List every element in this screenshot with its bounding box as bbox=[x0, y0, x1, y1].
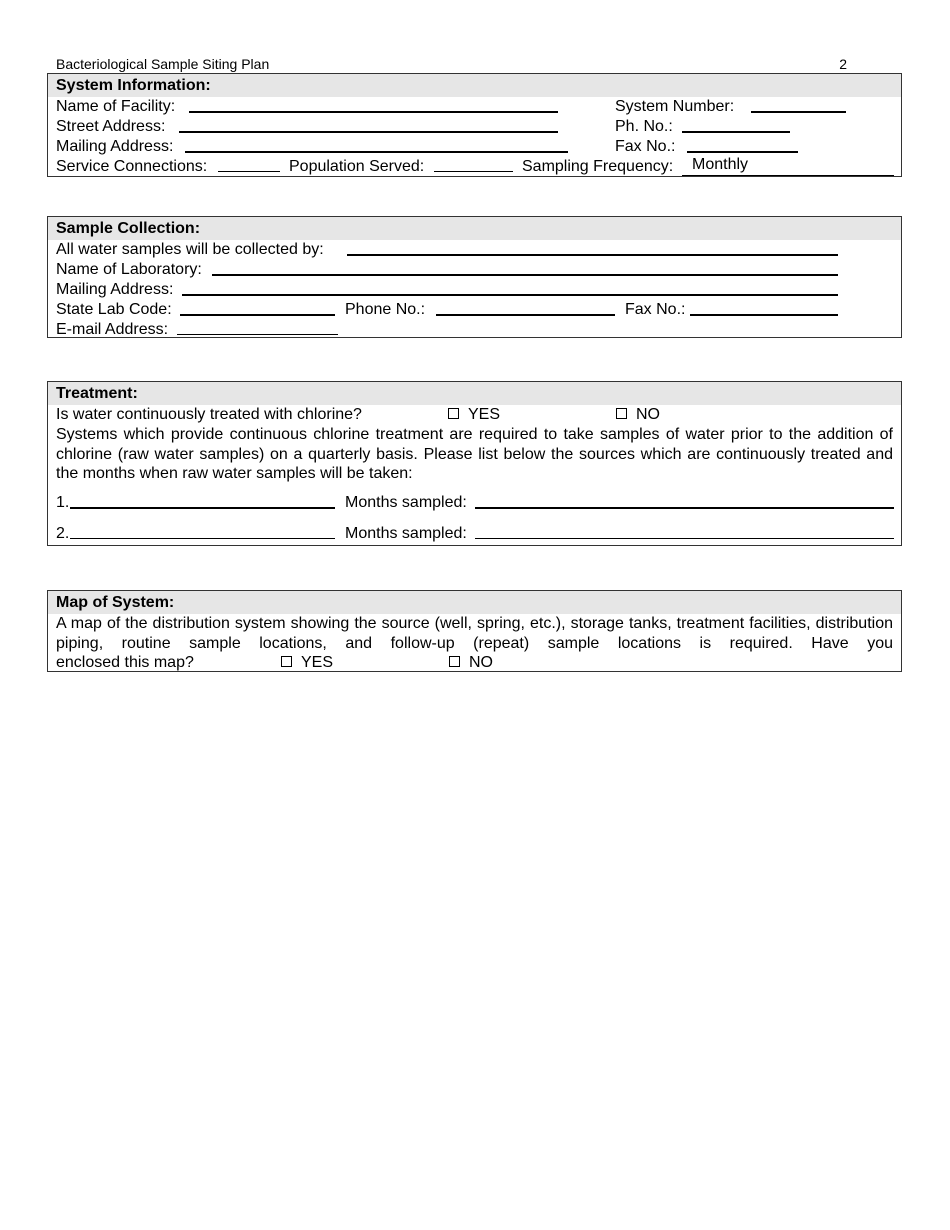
chlorine-question: Is water continuously treated with chlorine? bbox=[56, 406, 362, 423]
treatment-heading: Treatment: bbox=[48, 382, 901, 405]
lab-fax-label: Fax No.: bbox=[625, 301, 686, 318]
months-sampled-2-label: Months sampled: bbox=[345, 525, 467, 543]
source-2-field[interactable] bbox=[70, 524, 335, 539]
sampling-frequency-label: Sampling Frequency: bbox=[522, 158, 674, 175]
chlorine-no-option[interactable] bbox=[616, 405, 660, 425]
lab-mailing-address-label: Mailing Address: bbox=[56, 281, 174, 298]
treatment-section bbox=[47, 381, 902, 546]
mailing-address-label: Mailing Address: bbox=[56, 138, 174, 155]
map-yes-label: YES bbox=[301, 654, 334, 672]
map-no-option[interactable] bbox=[449, 653, 493, 673]
email-address-field[interactable] bbox=[177, 320, 338, 335]
street-address-label: Street Address: bbox=[56, 118, 166, 135]
laboratory-name-field[interactable] bbox=[212, 260, 838, 276]
sampling-frequency-field[interactable] bbox=[682, 157, 894, 176]
facility-field[interactable] bbox=[189, 97, 558, 113]
source-1-label: 1. bbox=[56, 494, 70, 512]
collected-by-label: All water samples will be collected by: bbox=[56, 241, 324, 258]
months-sampled-1-field[interactable] bbox=[475, 493, 894, 509]
service-connections-label: Service Connections: bbox=[56, 158, 208, 175]
fax-label: Fax No.: bbox=[615, 138, 676, 155]
street-address-field[interactable] bbox=[179, 117, 558, 133]
map-yes-checkbox[interactable] bbox=[281, 656, 292, 667]
months-sampled-2-field[interactable] bbox=[475, 524, 894, 539]
lab-phone-field[interactable] bbox=[436, 300, 615, 316]
sample-collection-heading: Sample Collection: bbox=[48, 217, 901, 240]
map-of-system-section bbox=[47, 590, 902, 672]
email-address-label: E-mail Address: bbox=[56, 321, 169, 338]
map-instructions: A map of the distribution system showing the source (well, spring, etc.), storage tanks, treatment facilities, distribution piping, routine sample locations, and follow-up (repeat) sample locations is required. Have you bbox=[56, 615, 893, 652]
sampling-frequency-value: Monthly bbox=[692, 156, 749, 173]
map-no-label: NO bbox=[469, 654, 493, 672]
system-number-field[interactable] bbox=[751, 97, 846, 113]
facility-label: Name of Facility: bbox=[56, 98, 176, 115]
document-title: Bacteriological Sample Siting Plan bbox=[56, 56, 270, 72]
system-information-section bbox=[47, 73, 902, 177]
map-of-system-heading: Map of System: bbox=[48, 591, 901, 614]
page-header bbox=[56, 56, 847, 72]
lab-mailing-address-field[interactable] bbox=[182, 280, 838, 296]
chlorine-yes-checkbox[interactable] bbox=[448, 408, 459, 419]
chlorine-no-checkbox[interactable] bbox=[616, 408, 627, 419]
chlorine-no-label: NO bbox=[636, 406, 660, 423]
page-number: 2 bbox=[839, 56, 847, 72]
phone-label: Ph. No.: bbox=[615, 118, 673, 135]
state-lab-code-label: State Lab Code: bbox=[56, 301, 172, 318]
fax-field[interactable] bbox=[687, 137, 798, 153]
population-served-label: Population Served: bbox=[289, 158, 425, 175]
system-number-label: System Number: bbox=[615, 98, 735, 115]
map-enclosed-question: enclosed this map? bbox=[56, 654, 194, 672]
service-connections-field[interactable] bbox=[218, 157, 280, 172]
state-lab-code-field[interactable] bbox=[180, 300, 335, 316]
population-served-field[interactable] bbox=[434, 157, 513, 172]
sample-collection-section bbox=[47, 216, 902, 338]
treatment-instructions: Systems which provide continuous chlorine treatment are required to take samples of water prior to the addition of chlorine (raw water samples) on a quarterly basis. Please list below the sources which are continuously treated and the months when raw water samples will be taken: bbox=[56, 426, 893, 483]
lab-fax-field[interactable] bbox=[690, 300, 838, 316]
laboratory-name-label: Name of Laboratory: bbox=[56, 261, 202, 278]
chlorine-yes-label: YES bbox=[468, 406, 501, 423]
source-1-field[interactable] bbox=[70, 493, 335, 509]
system-information-heading: System Information: bbox=[48, 74, 901, 97]
months-sampled-1-label: Months sampled: bbox=[345, 494, 467, 512]
chlorine-yes-option[interactable] bbox=[448, 405, 500, 425]
map-yes-option[interactable] bbox=[281, 653, 333, 673]
collected-by-field[interactable] bbox=[347, 240, 838, 256]
phone-field[interactable] bbox=[682, 117, 790, 133]
source-2-label: 2. bbox=[56, 525, 70, 543]
map-no-checkbox[interactable] bbox=[449, 656, 460, 667]
lab-phone-label: Phone No.: bbox=[345, 301, 426, 318]
mailing-address-field[interactable] bbox=[185, 137, 568, 153]
